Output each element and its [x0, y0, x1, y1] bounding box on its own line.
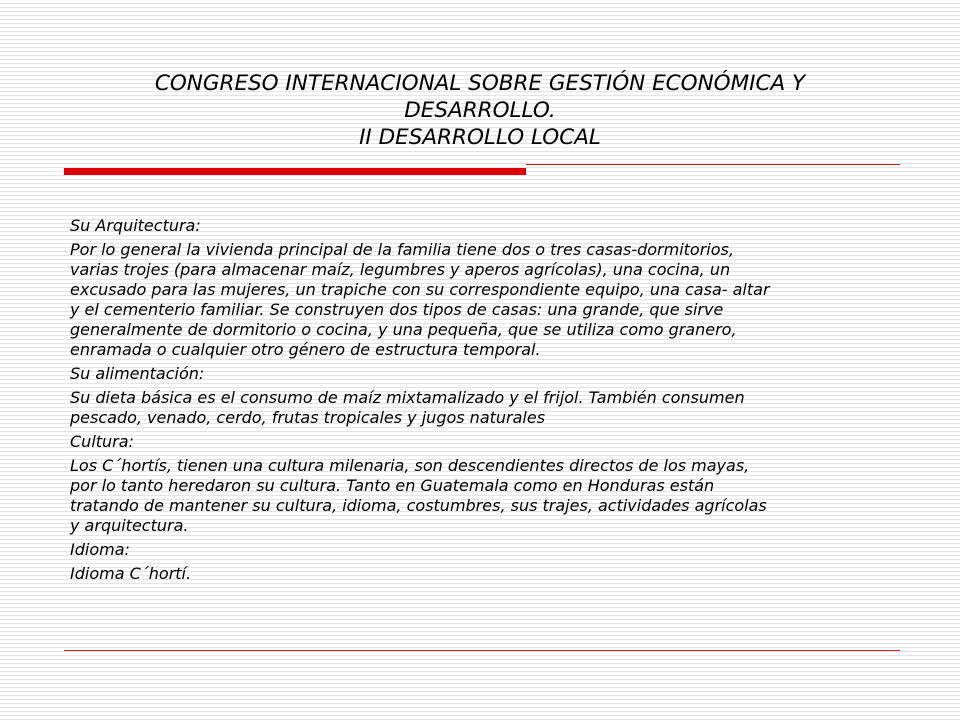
- heading-cultura: Cultura:: [70, 432, 134, 451]
- title-divider-accent: [64, 168, 526, 175]
- title-line-1: CONGRESO INTERNACIONAL SOBRE GESTIÓN ECONÓMICA Y: [154, 71, 806, 96]
- heading-alimentacion: Su alimentación:: [70, 364, 205, 383]
- title-divider-thin: [526, 164, 900, 165]
- footer-divider: [64, 650, 900, 651]
- title-line-2: DESARROLLO.: [404, 98, 556, 123]
- heading-idioma: Idioma:: [70, 540, 130, 559]
- slide-body: [70, 216, 910, 588]
- paragraph-arquitectura: Por lo general la vivienda principal de la familia tiene dos o tres casas-dormitorios, varias trojes (para almacenar maíz, legumbres y aperos agrícolas), una cocina, un excusado para las mujeres, un trapiche con su correspondiente equipo, una casa- altar y el cementerio familiar. Se construyen dos tipos de casas: una grande, que sirve generalmente de dormitorio o cocina, y una pequeña, que se utiliza como granero, enramada o cualquier otro género de estructura temporal.: [70, 240, 770, 359]
- title-line-3: II DESARROLLO LOCAL: [359, 125, 601, 150]
- heading-arquitectura: Su Arquitectura:: [70, 216, 201, 235]
- slide-title: [60, 70, 900, 151]
- paragraph-alimentacion: Su dieta básica es el consumo de maíz mixtamalizado y el frijol. También consumen pescado, venado, cerdo, frutas tropicales y jugos naturales: [70, 388, 745, 427]
- paragraph-idioma: Idioma C´hortí.: [70, 564, 192, 583]
- paragraph-cultura: Los C´hortís, tienen una cultura milenaria, son descendientes directos de los mayas, por lo tanto heredaron su cultura. Tanto en Guatemala como en Honduras están tratando de mantener su cultura, idioma, costumbres, sus trajes, actividades agrícolas y arquitectura.: [70, 456, 767, 535]
